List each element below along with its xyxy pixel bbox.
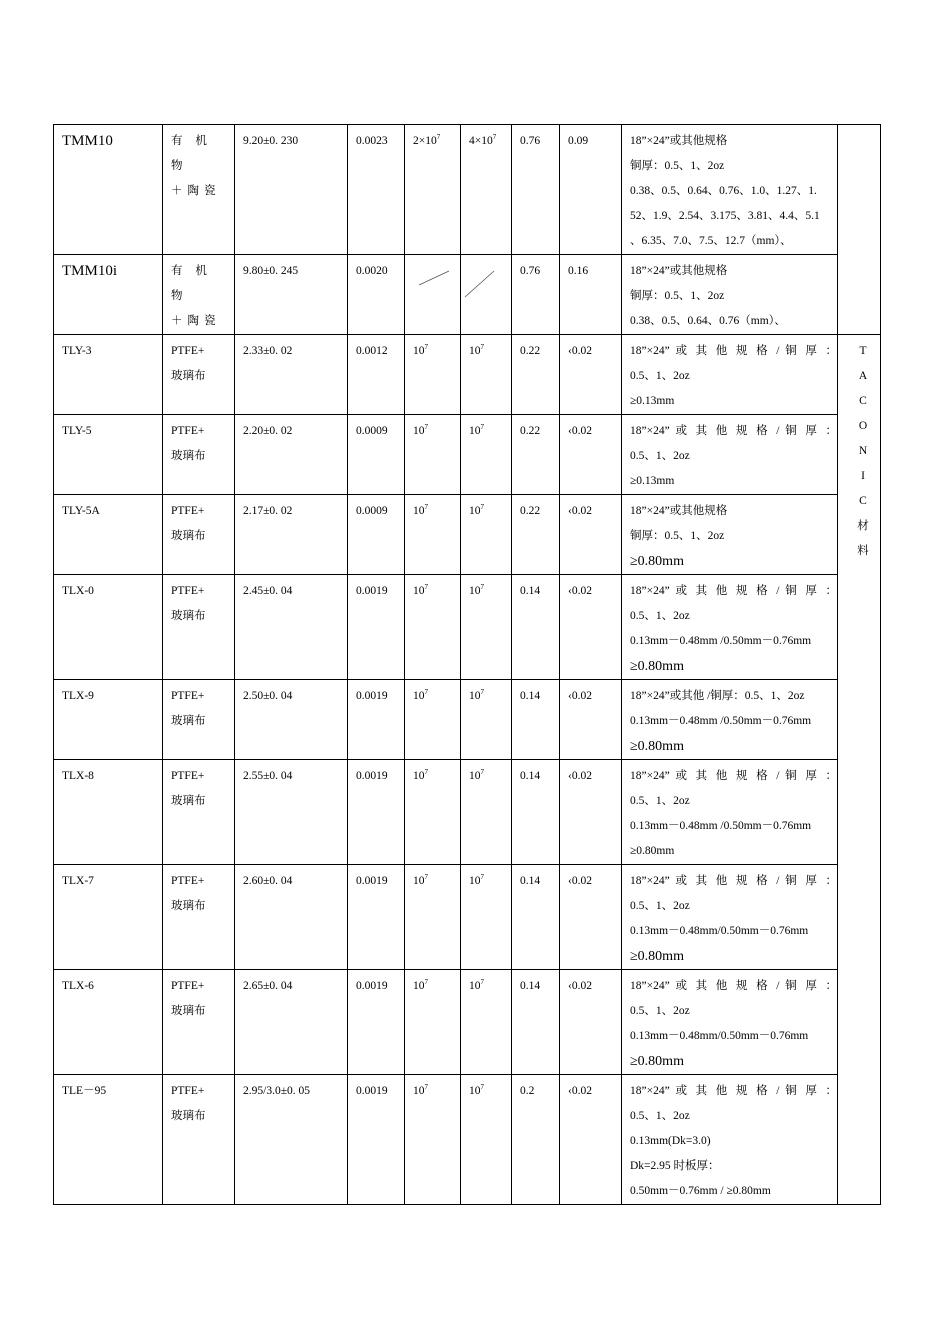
spec-line: 0.13mm(Dk=3.0) xyxy=(630,1135,711,1147)
material-line: 有 机 物 xyxy=(171,135,212,172)
value-7: 0.14 xyxy=(520,875,541,887)
material-line: ＋陶瓷 xyxy=(171,315,221,327)
dk-cell xyxy=(235,760,348,865)
df-cell xyxy=(348,970,405,1075)
dk-cell xyxy=(235,125,348,255)
material-line: PTFE+ xyxy=(171,505,205,517)
material-cell xyxy=(163,865,235,970)
resistivity-cell xyxy=(405,575,461,680)
df-cell xyxy=(348,1075,405,1205)
material-line: PTFE+ xyxy=(171,980,205,992)
resistivity-cell xyxy=(405,760,461,865)
df-cell xyxy=(348,495,405,575)
value-cell-8 xyxy=(560,575,622,680)
dk-value: 2.45±0. 04 xyxy=(243,585,293,597)
spec-line: 0.5、1、2oz xyxy=(630,795,690,807)
value-exponent: 7 xyxy=(436,133,441,141)
spec-cell xyxy=(622,970,838,1075)
spec-line: ≥0.80mm xyxy=(630,1054,684,1069)
value-8: 0.09 xyxy=(568,135,589,147)
value-base: 10 xyxy=(413,585,425,597)
value-exponent: 7 xyxy=(480,343,484,351)
value-8: ‹0.02 xyxy=(568,690,592,702)
model-name: TLY-5A xyxy=(62,505,100,517)
resistivity-cell xyxy=(405,1075,461,1205)
resistivity-cell xyxy=(405,865,461,970)
material-line: 玻璃布 xyxy=(171,610,206,622)
model-cell xyxy=(54,495,163,575)
dk-value: 2.20±0. 02 xyxy=(243,425,293,437)
spec-line: 0.38、0.5、0.64、0.76、1.0、1.27、1. xyxy=(630,185,817,197)
table-row xyxy=(54,865,881,970)
value-base: 10 xyxy=(413,690,425,702)
value-cell-7 xyxy=(512,255,560,335)
spec-line: 铜厚：0.5、1、2oz xyxy=(630,160,725,172)
df-value: 0.0019 xyxy=(356,585,388,597)
resistivity-cell xyxy=(405,255,461,335)
surface-resistivity-cell xyxy=(461,970,512,1075)
value-cell-7 xyxy=(512,865,560,970)
brand-char: C xyxy=(859,395,867,407)
table-row xyxy=(54,760,881,865)
model-name: TLX-8 xyxy=(62,770,94,782)
value-8: ‹0.02 xyxy=(568,1085,592,1097)
spec-line: Dk=2.95 时板厚： xyxy=(630,1160,720,1172)
dk-value: 2.60±0. 04 xyxy=(243,875,293,887)
material-line: PTFE+ xyxy=(171,1085,205,1097)
spec-cell xyxy=(622,575,838,680)
spec-line: ≥0.13mm xyxy=(630,395,675,407)
resistivity-cell xyxy=(405,970,461,1075)
value-exponent: 7 xyxy=(480,1083,484,1091)
brand-char: A xyxy=(858,370,868,382)
dk-cell xyxy=(235,970,348,1075)
dk-value: 2.33±0. 02 xyxy=(243,345,293,357)
value-exponent: 7 xyxy=(480,503,484,511)
df-value: 0.0012 xyxy=(356,345,388,357)
value-base: 10 xyxy=(469,1085,481,1097)
value-cell-7 xyxy=(512,335,560,415)
table-row xyxy=(54,255,881,335)
surface-resistivity-cell xyxy=(461,125,512,255)
spec-cell xyxy=(622,335,838,415)
df-cell xyxy=(348,335,405,415)
spec-line: 18”×24”或其他规格 xyxy=(630,505,728,517)
brand-char: 料 xyxy=(857,545,869,557)
dk-cell xyxy=(235,495,348,575)
model-cell xyxy=(54,970,163,1075)
value-exponent: 7 xyxy=(480,978,484,986)
value-base: 10 xyxy=(469,505,481,517)
value-base: 10 xyxy=(469,770,481,782)
spec-line: 0.13mm－0.48mm /0.50mm－0.76mm xyxy=(630,635,812,647)
df-value: 0.0020 xyxy=(356,265,388,277)
material-line: PTFE+ xyxy=(171,425,205,437)
value-7: 0.22 xyxy=(520,425,541,437)
spec-cell xyxy=(622,255,838,335)
material-cell xyxy=(163,680,235,760)
spec-cell xyxy=(622,495,838,575)
table-row xyxy=(54,125,881,255)
material-cell xyxy=(163,415,235,495)
df-value: 0.0009 xyxy=(356,425,388,437)
value-base: 10 xyxy=(413,1085,425,1097)
value-7: 0.76 xyxy=(520,265,541,277)
value-exponent: 7 xyxy=(424,423,428,431)
df-value: 0.0019 xyxy=(356,875,388,887)
spec-line: ≥0.80mm xyxy=(630,659,684,674)
value-7: 0.22 xyxy=(520,505,541,517)
value-base: 10 xyxy=(469,875,481,887)
df-cell xyxy=(348,415,405,495)
model-cell xyxy=(54,125,163,255)
value-base: 10 xyxy=(413,505,425,517)
spec-line: 18”×24”或其他规格 xyxy=(630,135,728,147)
spec-cell xyxy=(622,415,838,495)
value-exponent: 7 xyxy=(424,768,428,776)
surface-resistivity-cell xyxy=(461,1075,512,1205)
value-base: 10 xyxy=(469,425,481,437)
material-line: PTFE+ xyxy=(171,690,205,702)
value-base: 10 xyxy=(413,875,425,887)
material-line: 玻璃布 xyxy=(171,370,206,382)
material-spec-table xyxy=(53,124,881,1205)
value-8: ‹0.02 xyxy=(568,770,592,782)
df-value: 0.0019 xyxy=(356,770,388,782)
table-row xyxy=(54,575,881,680)
value-base: 2×10 xyxy=(413,135,437,147)
table-row xyxy=(54,335,881,415)
value-base: 10 xyxy=(469,345,481,357)
table-row xyxy=(54,1075,881,1205)
spec-line: 18”×24” 或 其 他 规 格 / 铜 厚 ： xyxy=(630,770,837,782)
value-cell-8 xyxy=(560,970,622,1075)
value-cell-7 xyxy=(512,415,560,495)
resistivity-cell xyxy=(405,125,461,255)
model-cell xyxy=(54,1075,163,1205)
surface-resistivity-cell xyxy=(461,680,512,760)
value-exponent: 7 xyxy=(424,1083,428,1091)
value-7: 0.76 xyxy=(520,135,541,147)
df-value: 0.0019 xyxy=(356,690,388,702)
diagonal-slash xyxy=(405,265,461,305)
value-exponent: 7 xyxy=(424,873,428,881)
model-name: TLX-7 xyxy=(62,875,94,887)
brand-cell-empty xyxy=(838,125,881,335)
model-name: TLY-5 xyxy=(62,425,92,437)
material-cell xyxy=(163,335,235,415)
model-cell xyxy=(54,575,163,680)
spec-cell xyxy=(622,1075,838,1205)
value-7: 0.14 xyxy=(520,980,541,992)
brand-char: 材 xyxy=(857,520,869,532)
value-exponent: 7 xyxy=(480,688,484,696)
value-base: 4×10 xyxy=(469,135,493,147)
spec-line: 0.50mm－0.76mm / ≥0.80mm xyxy=(630,1185,771,1197)
material-cell xyxy=(163,495,235,575)
value-8: ‹0.02 xyxy=(568,585,592,597)
brand-char: T xyxy=(859,345,867,357)
material-line: PTFE+ xyxy=(171,875,205,887)
df-cell xyxy=(348,125,405,255)
value-7: 0.2 xyxy=(520,1085,535,1097)
brand-char: I xyxy=(861,470,865,482)
spec-line: 0.13mm－0.48mm /0.50mm－0.76mm xyxy=(630,820,812,832)
spec-line: 18”×24” 或 其 他 规 格 / 铜 厚 ： xyxy=(630,980,837,992)
model-name: TMM10i xyxy=(62,263,118,279)
spec-line: 铜厚：0.5、1、2oz xyxy=(630,290,725,302)
value-cell-7 xyxy=(512,495,560,575)
df-value: 0.0019 xyxy=(356,980,388,992)
value-cell-8 xyxy=(560,255,622,335)
model-name: TMM10 xyxy=(62,133,113,149)
value-exponent: 7 xyxy=(424,343,428,351)
resistivity-cell xyxy=(405,495,461,575)
table-row xyxy=(54,495,881,575)
spec-line: 18”×24” 或 其 他 规 格 / 铜 厚 ： xyxy=(630,345,837,357)
value-cell-7 xyxy=(512,680,560,760)
value-base: 10 xyxy=(413,980,425,992)
spec-line: 18”×24”或其他 /铜厚：0.5、1、2oz xyxy=(630,690,805,702)
value-8: ‹0.02 xyxy=(568,345,592,357)
value-cell-8 xyxy=(560,680,622,760)
material-line: 玻璃布 xyxy=(171,1005,206,1017)
spec-line: 、6.35、7.0、7.5、12.7（mm）、 xyxy=(630,235,792,247)
material-cell xyxy=(163,760,235,865)
df-value: 0.0019 xyxy=(356,1085,388,1097)
model-cell xyxy=(54,760,163,865)
spec-line: 0.5、1、2oz xyxy=(630,450,690,462)
value-8: ‹0.02 xyxy=(568,425,592,437)
value-8: ‹0.02 xyxy=(568,875,592,887)
surface-resistivity-cell xyxy=(461,255,512,335)
table-row xyxy=(54,680,881,760)
spec-line: 0.5、1、2oz xyxy=(630,1005,690,1017)
model-cell xyxy=(54,255,163,335)
material-cell xyxy=(163,575,235,680)
spec-line: ≥0.13mm xyxy=(630,475,675,487)
value-exponent: 7 xyxy=(480,583,484,591)
model-name: TLE－95 xyxy=(62,1085,107,1097)
material-cell xyxy=(163,970,235,1075)
brand-char: N xyxy=(858,445,868,457)
material-line: PTFE+ xyxy=(171,345,205,357)
material-line: 玻璃布 xyxy=(171,795,206,807)
df-cell xyxy=(348,680,405,760)
model-name: TLX-6 xyxy=(62,980,94,992)
dk-cell xyxy=(235,335,348,415)
value-cell-8 xyxy=(560,335,622,415)
value-exponent: 7 xyxy=(480,873,484,881)
dk-value: 2.17±0. 02 xyxy=(243,505,293,517)
spec-line: 0.5、1、2oz xyxy=(630,1110,690,1122)
df-cell xyxy=(348,760,405,865)
surface-resistivity-cell xyxy=(461,495,512,575)
df-value: 0.0023 xyxy=(356,135,388,147)
value-exponent: 7 xyxy=(424,503,428,511)
spec-line: 0.13mm－0.48mm/0.50mm－0.76mm xyxy=(630,1030,809,1042)
surface-resistivity-cell xyxy=(461,415,512,495)
brand-char: C xyxy=(859,495,867,507)
material-cell xyxy=(163,255,235,335)
material-line: PTFE+ xyxy=(171,585,205,597)
value-exponent: 7 xyxy=(424,978,428,986)
model-name: TLX-9 xyxy=(62,690,94,702)
value-8: ‹0.02 xyxy=(568,980,592,992)
material-line: 有 机 物 xyxy=(171,265,212,302)
surface-resistivity-cell xyxy=(461,760,512,865)
value-7: 0.22 xyxy=(520,345,541,357)
surface-resistivity-cell xyxy=(461,865,512,970)
dk-value: 2.65±0. 04 xyxy=(243,980,293,992)
model-name: TLX-0 xyxy=(62,585,94,597)
value-7: 0.14 xyxy=(520,690,541,702)
value-base: 10 xyxy=(413,345,425,357)
spec-line: 0.38、0.5、0.64、0.76（mm）、 xyxy=(630,315,786,327)
dk-cell xyxy=(235,865,348,970)
material-cell xyxy=(163,1075,235,1205)
value-exponent: 7 xyxy=(480,423,484,431)
resistivity-cell xyxy=(405,680,461,760)
value-exponent: 7 xyxy=(424,583,428,591)
value-7: 0.14 xyxy=(520,770,541,782)
material-line: ＋陶瓷 xyxy=(171,185,221,197)
value-base: 10 xyxy=(469,585,481,597)
df-cell xyxy=(348,575,405,680)
dk-value: 9.20±0. 230 xyxy=(243,135,299,147)
df-value: 0.0009 xyxy=(356,505,388,517)
spec-cell xyxy=(622,680,838,760)
diagonal-slash xyxy=(461,265,512,305)
value-7: 0.14 xyxy=(520,585,541,597)
value-exponent: 7 xyxy=(492,133,497,141)
spec-line: 18”×24” 或 其 他 规 格 / 铜 厚 ： xyxy=(630,875,837,887)
spec-line: 18”×24” 或 其 他 规 格 / 铜 厚 ： xyxy=(630,1085,837,1097)
value-cell-7 xyxy=(512,125,560,255)
spec-cell xyxy=(622,125,838,255)
spec-line: 0.13mm－0.48mm/0.50mm－0.76mm xyxy=(630,925,809,937)
value-base: 10 xyxy=(469,690,481,702)
table-row xyxy=(54,970,881,1075)
value-cell-7 xyxy=(512,1075,560,1205)
dk-value: 2.95/3.0±0. 05 xyxy=(243,1085,311,1097)
dk-cell xyxy=(235,680,348,760)
spec-line: 铜厚：0.5、1、2oz xyxy=(630,530,725,542)
df-cell xyxy=(348,865,405,970)
spec-cell xyxy=(622,865,838,970)
spec-line: 18”×24” 或 其 他 规 格 / 铜 厚 ： xyxy=(630,585,837,597)
dk-cell xyxy=(235,1075,348,1205)
dk-cell xyxy=(235,415,348,495)
surface-resistivity-cell xyxy=(461,335,512,415)
dk-value: 9.80±0. 245 xyxy=(243,265,299,277)
spec-line: ≥0.80mm xyxy=(630,739,684,754)
model-cell xyxy=(54,335,163,415)
value-cell-8 xyxy=(560,865,622,970)
value-base: 10 xyxy=(413,770,425,782)
value-cell-7 xyxy=(512,970,560,1075)
model-cell xyxy=(54,865,163,970)
value-cell-8 xyxy=(560,125,622,255)
value-base: 10 xyxy=(413,425,425,437)
value-cell-8 xyxy=(560,495,622,575)
brand-label-cell xyxy=(838,335,881,1205)
spec-line: 18”×24”或其他规格 xyxy=(630,265,728,277)
material-line: PTFE+ xyxy=(171,770,205,782)
value-cell-7 xyxy=(512,575,560,680)
material-line: 玻璃布 xyxy=(171,450,206,462)
value-8: 0.16 xyxy=(568,265,589,277)
value-cell-8 xyxy=(560,760,622,865)
resistivity-cell xyxy=(405,415,461,495)
value-8: ‹0.02 xyxy=(568,505,592,517)
value-exponent: 7 xyxy=(480,768,484,776)
value-cell-8 xyxy=(560,1075,622,1205)
spec-line: 0.5、1、2oz xyxy=(630,900,690,912)
dk-cell xyxy=(235,575,348,680)
model-cell xyxy=(54,415,163,495)
table-row xyxy=(54,415,881,495)
value-exponent: 7 xyxy=(424,688,428,696)
value-cell-7 xyxy=(512,760,560,865)
model-name: TLY-3 xyxy=(62,345,92,357)
spec-line: ≥0.80mm xyxy=(630,845,675,857)
material-line: 玻璃布 xyxy=(171,900,206,912)
dk-value: 2.55±0. 04 xyxy=(243,770,293,782)
surface-resistivity-cell xyxy=(461,575,512,680)
material-cell xyxy=(163,125,235,255)
model-cell xyxy=(54,680,163,760)
resistivity-cell xyxy=(405,335,461,415)
brand-char: O xyxy=(858,420,868,432)
spec-line: 0.13mm－0.48mm /0.50mm－0.76mm xyxy=(630,715,812,727)
material-line: 玻璃布 xyxy=(171,530,206,542)
dk-value: 2.50±0. 04 xyxy=(243,690,293,702)
spec-cell xyxy=(622,760,838,865)
material-line: 玻璃布 xyxy=(171,715,206,727)
spec-line: 18”×24” 或 其 他 规 格 / 铜 厚 ： xyxy=(630,425,837,437)
spec-line: 0.5、1、2oz xyxy=(630,370,690,382)
spec-line: 52、1.9、2.54、3.175、3.81、4.4、5.1 xyxy=(630,210,820,222)
value-cell-8 xyxy=(560,415,622,495)
spec-line: ≥0.80mm xyxy=(630,949,684,964)
material-line: 玻璃布 xyxy=(171,1110,206,1122)
spec-line: 0.5、1、2oz xyxy=(630,610,690,622)
value-base: 10 xyxy=(469,980,481,992)
spec-line: ≥0.80mm xyxy=(630,554,684,569)
df-cell xyxy=(348,255,405,335)
dk-cell xyxy=(235,255,348,335)
